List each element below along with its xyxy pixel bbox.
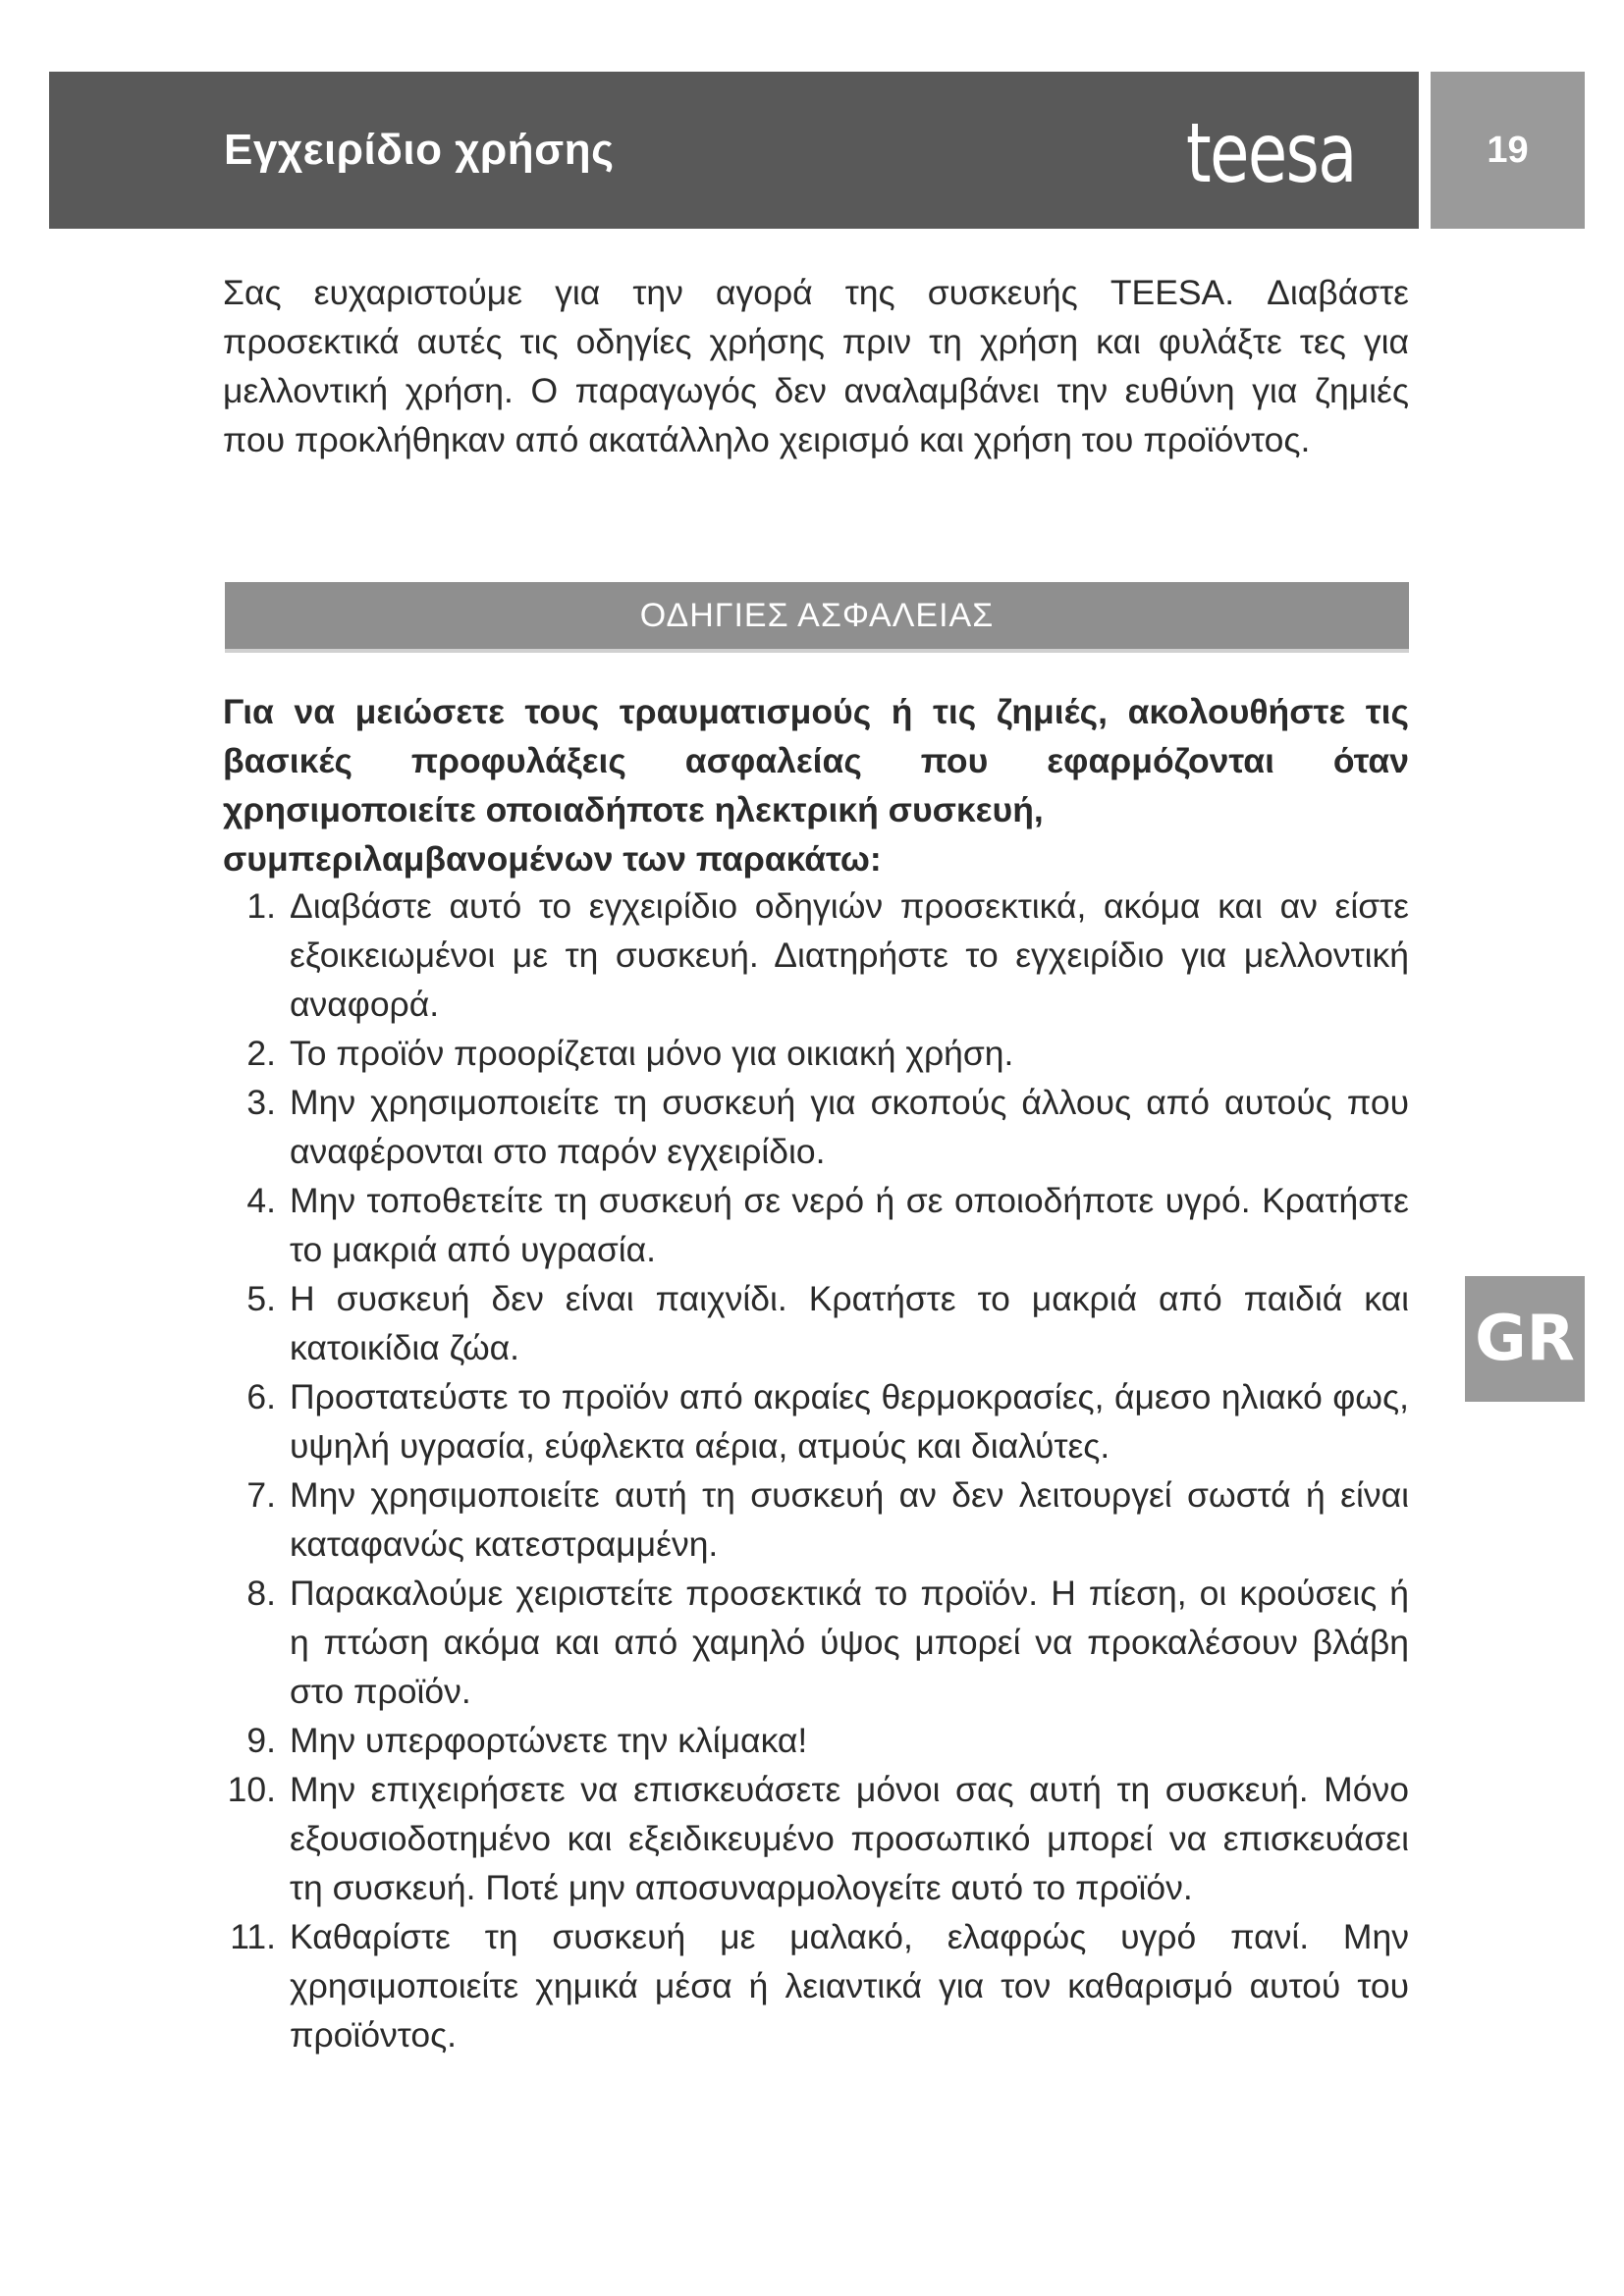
item-text: Διαβάστε αυτό το εγχειρίδιο οδηγιών προσεκτικά, ακόμα και αν είστε εξοικειωμένοι με τη συσκευή. Διατηρήστε το εγχειρίδιο για μελλοντική αναφορά.: [290, 886, 1409, 1024]
safety-instructions-list: [223, 881, 1409, 2059]
section-header: [225, 582, 1409, 653]
list-item: [223, 1078, 1409, 1176]
list-item: [223, 1470, 1409, 1569]
item-number: 2.: [246, 1034, 276, 1073]
list-item: [223, 1569, 1409, 1716]
item-text: Προστατεύστε το προϊόν από ακραίες θερμοκρασίες, άμεσο ηλιακό φως, υψηλή υγρασία, εύφλεκτα αέρια, ατμούς και διαλύτες.: [290, 1377, 1409, 1466]
item-text: Παρακαλούμε χειριστείτε προσεκτικά το προϊόν. Η πίεση, οι κρούσεις ή η πτώση ακόμα και από χαμηλό ύψος μπορεί να προκαλέσουν βλάβη στο προϊόν.: [290, 1574, 1409, 1711]
item-number: 8.: [246, 1574, 276, 1613]
item-number: 9.: [246, 1721, 276, 1760]
item-text: Μην υπερφορτώνετε την κλίμακα!: [290, 1721, 808, 1760]
safety-lead-paragraph: [223, 687, 1409, 883]
item-text: Μην τοποθετείτε τη συσκευή σε νερό ή σε οποιοδήποτε υγρό. Κρατήστε το μακριά από υγρασία.: [290, 1181, 1409, 1269]
list-item: [223, 1274, 1409, 1372]
list-item: [223, 1372, 1409, 1470]
list-item: [223, 881, 1409, 1029]
language-tab: GR: [1465, 1276, 1585, 1402]
list-item: [223, 1029, 1409, 1078]
item-number: 4.: [246, 1181, 276, 1220]
item-number: 7.: [246, 1475, 276, 1515]
teesa-logo: teesa: [1186, 105, 1356, 201]
item-number: 11.: [230, 1917, 276, 1956]
item-number: 6.: [246, 1377, 276, 1416]
page-number: 19: [1431, 72, 1585, 229]
item-number: 1.: [246, 886, 276, 926]
safety-lead-last-line: συμπεριλαμβανομένων των παρακάτω:: [223, 839, 882, 879]
item-text: Η συσκευή δεν είναι παιχνίδι. Κρατήστε το μακριά από παιδιά και κατοικίδια ζώα.: [290, 1279, 1409, 1367]
manual-title: Εγχειρίδιο χρήσης: [224, 126, 615, 174]
safety-lead-text: Για να μειώσετε τους τραυματισμούς ή τις ζημιές, ακολουθήστε τις βασικές προφυλάξεις ασφαλείας που εφαρμόζονται όταν χρησιμοποιείτε οποιαδήποτε ηλεκτρική συσκευή,: [223, 692, 1409, 829]
item-text: Καθαρίστε τη συσκευή με μαλακό, ελαφρώς υγρό πανί. Μην χρησιμοποιείτε χημικά μέσα ή λειαντικά για τον καθαρισμό αυτού του προϊόντος.: [290, 1917, 1409, 2055]
item-number: 10.: [227, 1770, 276, 1809]
item-text: Μην επιχειρήσετε να επισκευάσετε μόνοι σας αυτή τη συσκευή. Μόνο εξουσιοδοτημένο και εξειδικευμένο προσωπικό μπορεί να επισκευάσει τη συσκευή. Ποτέ μην αποσυναρμολογείτε αυτό το προϊόν.: [290, 1770, 1409, 1907]
item-text: Μην χρησιμοποιείτε αυτή τη συσκευή αν δεν λειτουργεί σωστά ή είναι καταφανώς κατεστραμμένη.: [290, 1475, 1409, 1564]
item-text: Μην χρησιμοποιείτε τη συσκευή για σκοπούς άλλους από αυτούς που αναφέρονται στο παρόν εγχειρίδιο.: [290, 1083, 1409, 1171]
list-item: [223, 1176, 1409, 1274]
list-item: [223, 1716, 1409, 1765]
header-bar: [49, 72, 1419, 229]
list-item: [223, 1912, 1409, 2059]
item-number: 5.: [246, 1279, 276, 1318]
list-item: [223, 1765, 1409, 1912]
intro-paragraph: Σας ευχαριστούμε για την αγορά της συσκευής TEESA. Διαβάστε προσεκτικά αυτές τις οδηγίες χρήσης πριν τη χρήση και φυλάξτε τες για μελλοντική χρήση. Ο παραγωγός δεν αναλαμβάνει την ευθύνη για ζημιές που προκλήθηκαν από ακατάλληλο χειρισμό και χρήση του προϊόντος.: [223, 273, 1409, 459]
item-number: 3.: [246, 1083, 276, 1122]
section-title: ΟΔΗΓΙΕΣ ΑΣΦΑΛΕΙΑΣ: [639, 597, 995, 634]
item-text: Το προϊόν προορίζεται μόνο για οικιακή χρήση.: [290, 1034, 1014, 1073]
